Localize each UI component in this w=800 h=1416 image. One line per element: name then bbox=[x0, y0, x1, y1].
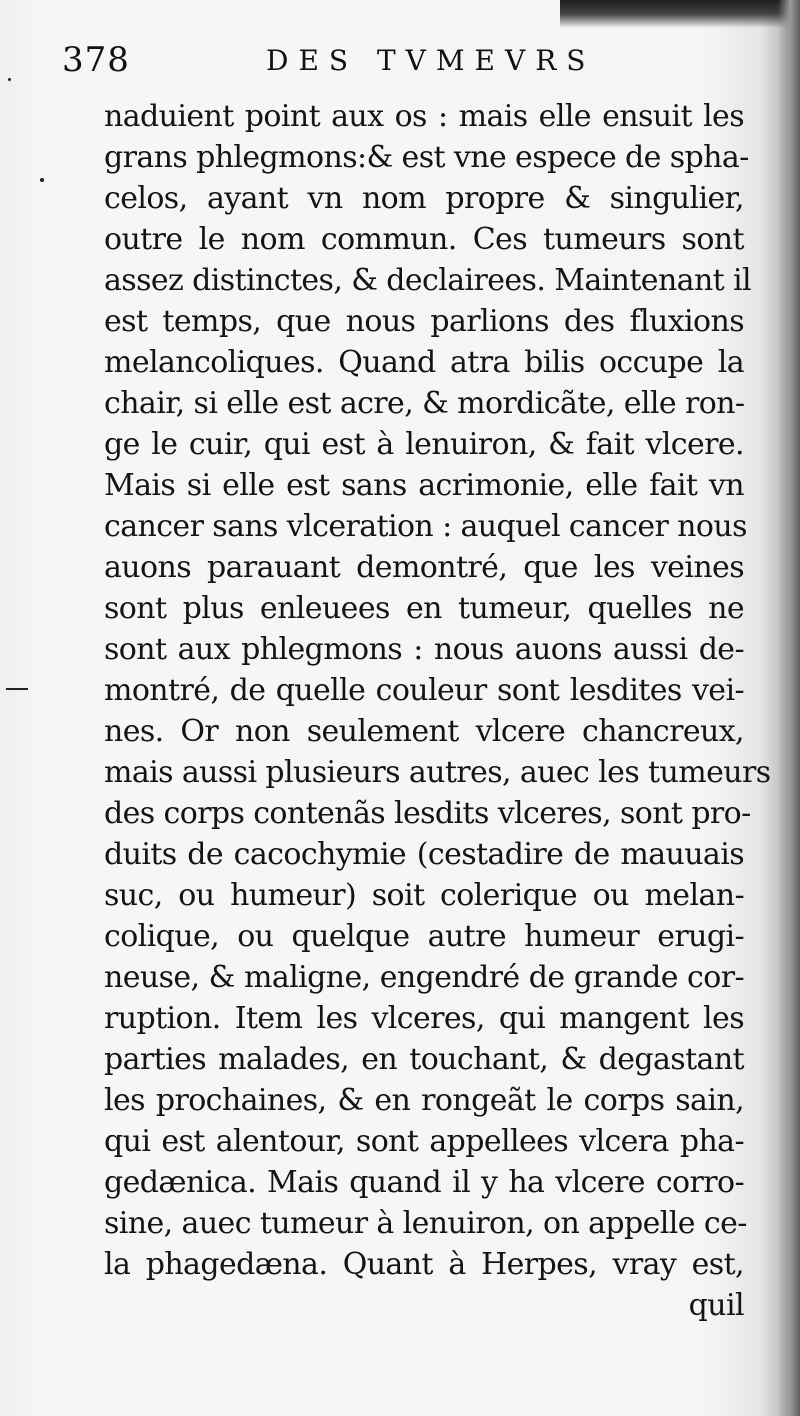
text-line: ge le cuir, qui est à lenuiron, & fait vlcere. bbox=[104, 427, 744, 462]
margin-mark bbox=[40, 178, 44, 182]
scan-top-shadow bbox=[560, 0, 800, 28]
text-line: grans phlegmons:& est vne espece de spha- bbox=[104, 140, 749, 175]
text-line: qui est alentour, sont appellees vlcera pha- bbox=[104, 1124, 744, 1159]
text-line: gedænica. Mais quand il y ha vlcere corro- bbox=[104, 1165, 744, 1200]
text-line: naduient point aux os : mais elle ensuit les bbox=[104, 99, 744, 134]
text-line: sine, auec tumeur à lenuiron, on appelle ce- bbox=[104, 1206, 747, 1241]
text-line: suc, ou humeur) soit colerique ou melan- bbox=[104, 878, 744, 913]
margin-mark bbox=[8, 78, 11, 81]
text-line: cancer sans vlceration : auquel cancer nous bbox=[104, 509, 747, 544]
text-line: mais aussi plusieurs autres, auec les tumeurs bbox=[104, 755, 771, 790]
text-line: les prochaines, & en rongeãt le corps sain, bbox=[104, 1083, 744, 1118]
page-gutter-edge bbox=[778, 0, 800, 1416]
text-line: celos, ayant vn nom propre & singulier, bbox=[104, 181, 744, 216]
text-line: nes. Or non seulement vlcere chancreux, bbox=[104, 714, 744, 749]
text-line: des corps contenãs lesdits vlceres, sont pro- bbox=[104, 796, 751, 831]
text-line: ruption. Item les vlceres, qui mangent les bbox=[104, 1001, 744, 1036]
text-line: quil bbox=[688, 1288, 744, 1323]
text-line: montré, de quelle couleur sont lesdites vei- bbox=[104, 673, 744, 708]
text-line: sont aux phlegmons : nous auons aussi de- bbox=[104, 632, 744, 667]
running-title: DES TVMEVRS bbox=[266, 44, 596, 77]
text-line: neuse, & maligne, engendré de grande cor- bbox=[104, 960, 744, 995]
margin-mark bbox=[6, 688, 28, 690]
text-line: parties malades, en touchant, & degastant bbox=[104, 1042, 744, 1077]
text-line: colique, ou quelque autre humeur erugi- bbox=[104, 919, 744, 954]
text-line: melancoliques. Quand atra bilis occupe la bbox=[104, 345, 744, 380]
text-line: la phagedæna. Quant à Herpes, vray est, bbox=[104, 1247, 744, 1282]
text-line: duits de cacochymie (cestadire de mauuais bbox=[104, 837, 744, 872]
text-line: chair, si elle est acre, & mordicãte, elle ron- bbox=[104, 386, 745, 421]
text-line: Mais si elle est sans acrimonie, elle fait vn bbox=[104, 468, 744, 503]
text-line: sont plus enleuees en tumeur, quelles ne bbox=[104, 591, 744, 626]
text-line: auons parauant demontré, que les veines bbox=[104, 550, 744, 585]
text-line: assez distinctes, & declairees. Maintenant il bbox=[104, 263, 752, 298]
page-number: 378 bbox=[62, 40, 130, 80]
text-line: est temps, que nous parlions des fluxions bbox=[104, 304, 744, 339]
text-line: outre le nom commun. Ces tumeurs sont bbox=[104, 222, 744, 257]
